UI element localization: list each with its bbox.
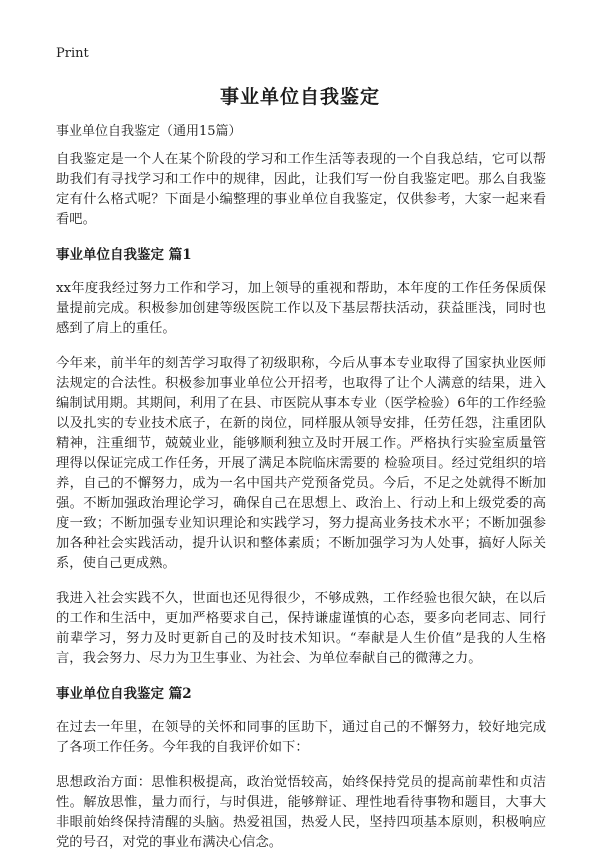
document-body <box>56 150 546 868</box>
intro-paragraph: 自我鉴定是一个人在某个阶段的学习和工作生活等表现的一个自我总结，它可以帮助我们有寻找学习和工作中的规律，因此，让我们写一份自我鉴定吧。那么自我鉴定有什么格式呢？下面是小编整理的事业单位自我鉴定，仅供参考，大家一起来看看吧。 <box>56 152 546 227</box>
section-2-paragraph-2: 思想政治方面：思惟积极提高，政治觉悟较高，始终保持党员的提高前辈性和贞洁性。解放思惟，量力而行，与时俱进，能够辩证、理性地看待事物和题目，大事大非眼前始终保持清醒的头脑。热爱祖国，热爱人民，坚持四项基本原则，积极响应党的号召，对党的事业布满决心信念。 <box>56 775 546 850</box>
section-1-paragraph-2: 今年来，前半年的刻苦学习取得了初级职称，今后从事本专业取得了国家执业医师法规定的合法性。积极参加事业单位公开招考，也取得了让个人满意的结果，进入编制试用期。其期间，利用了在县、市医院从事本专业（医学检验）6年的工作经验以及扎实的专业技术底子，在新的岗位，同样服从领导安排，任劳任怨，注重团队精神，注重细节，兢兢业业，能够顺利独立及时开展工作。严格执行实验室质量管理得以保证完成工作任务，开展了满足本院临床需要的 检验项目。经过党组织的培养，自己的不懈努力，成为一名中国共产党预备党员。今后，不足之处就得不断加强。不断加强政治理论学习，确保自己在思想上、政治上、行动上和上级党委的高度一致；不断加强专业知识理论和实践学习，努力提高业务技术水平；不断加强参加各种社会实践活动，提升认识和整体素质；不断加强学习为人处事，搞好人际关系，使自己更成熟。 <box>56 356 546 571</box>
section-2-paragraph-1: 在过去一年里，在领导的关怀和同事的匡助下，通过自己的不懈努力，较好地完成了各项工作任务。今年我的自我评价如下： <box>56 720 546 755</box>
section-heading-1: 事业单位自我鉴定 篇1 <box>56 247 192 263</box>
section-heading-2: 事业单位自我鉴定 篇2 <box>56 686 192 702</box>
print-link[interactable]: Print <box>56 46 89 61</box>
document-subtitle: 事业单位自我鉴定（通用15篇） <box>56 124 242 139</box>
section-1-paragraph-3: 我进入社会实践不久，世面也还见得很少，不够成熟，工作经验也很欠缺，在以后的工作和生活中，更加严格要求自己，保持谦虚谨慎的心态，要多向老同志、同行前辈学习，努力及时更新自己的及时技术知识。“奉献是人生价值”是我的人生格言，我会努力、尽力为卫生事业、为社会、为单位奉献自己的微薄之力。 <box>56 591 546 666</box>
page-title: 事业单位自我鉴定 <box>219 86 380 108</box>
section-1-paragraph-1: xx年度我经过努力工作和学习，加上领导的重视和帮助，本年度的工作任务保质保量提前完成。积极参加创建等级医院工作以及下基层帮扶活动，获益匪浅，同时也感到了肩上的重任。 <box>56 281 546 336</box>
